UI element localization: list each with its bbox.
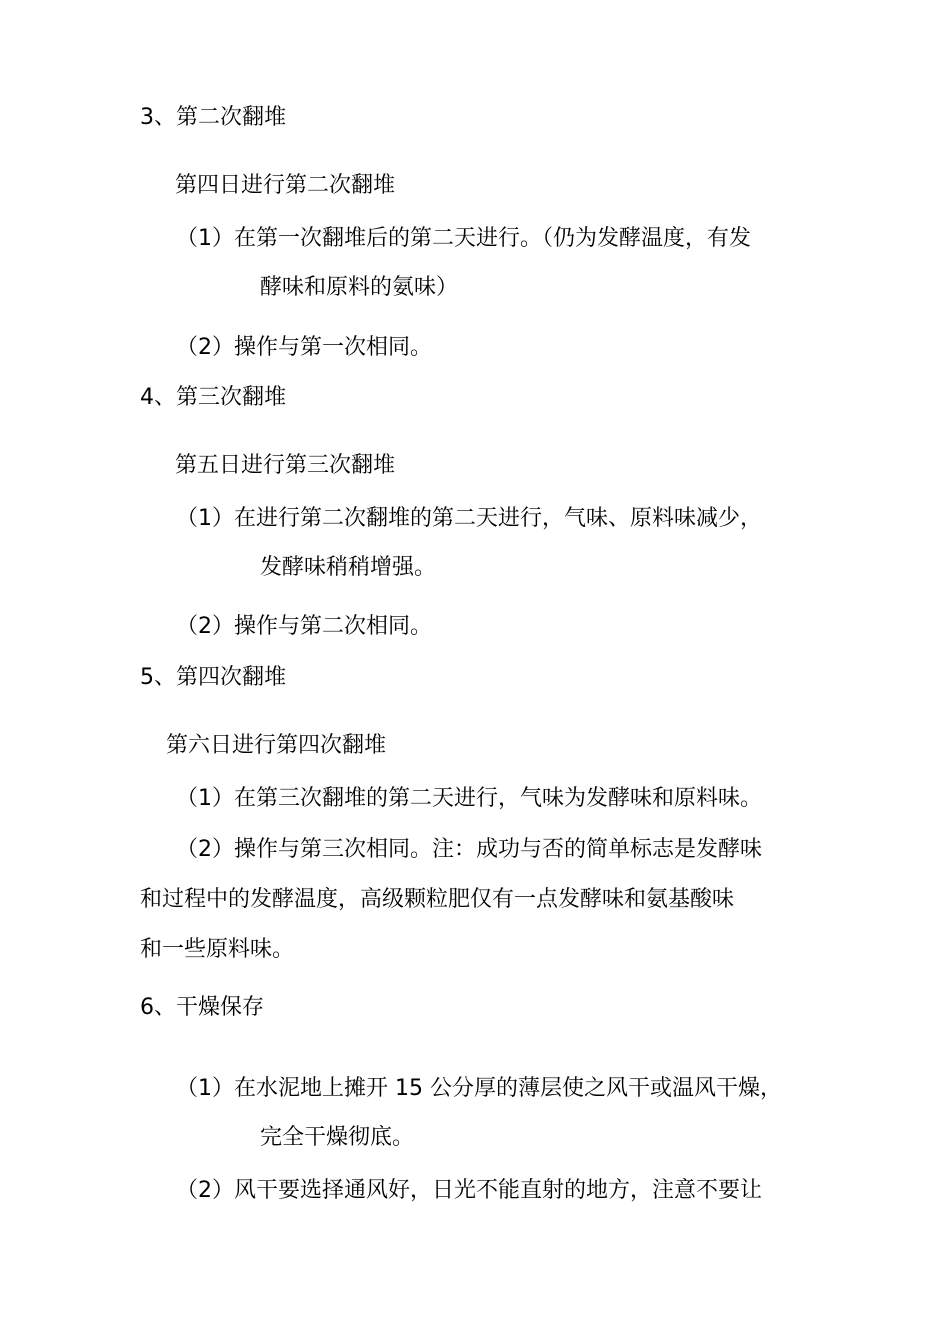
- section-heading-4: 4、第三次翻堆: [140, 385, 286, 410]
- item-4-1-line2: 发酵味稍稍增强。: [260, 555, 437, 580]
- item-3-2-line1: （2）操作与第一次相同。: [176, 335, 432, 360]
- item-4-2-line1: （2）操作与第二次相同。: [176, 614, 432, 639]
- section-heading-6: 6、干燥保存: [140, 995, 264, 1020]
- section-intro-5: 第六日进行第四次翻堆: [166, 733, 387, 758]
- item-5-2-line3: 和一些原料味。: [140, 937, 295, 962]
- item-3-1-line2: 酵味和原料的氨味）: [260, 275, 459, 300]
- item-3-1-line1: （1）在第一次翻堆后的第二天进行。（仍为发酵温度，有发: [176, 226, 751, 251]
- section-heading-5: 5、第四次翻堆: [140, 665, 286, 690]
- section-heading-3: 3、第二次翻堆: [140, 105, 286, 130]
- item-5-2-line2: 和过程中的发酵温度，高级颗粒肥仅有一点发酵味和氨基酸味: [140, 887, 735, 912]
- section-intro-4: 第五日进行第三次翻堆: [175, 453, 396, 478]
- item-6-1-line2: 完全干燥彻底。: [260, 1125, 415, 1150]
- section-intro-3: 第四日进行第二次翻堆: [175, 173, 396, 198]
- item-5-1-line1: （1）在第三次翻堆的第二天进行，气味为发酵味和原料味。: [176, 786, 762, 811]
- item-5-2-line1: （2）操作与第三次相同。注：成功与否的简单标志是发酵味: [176, 837, 762, 862]
- item-4-1-line1: （1）在进行第二次翻堆的第二天进行，气味、原料味减少，: [176, 506, 762, 531]
- item-6-2-line1: （2）风干要选择通风好，日光不能直射的地方，注意不要让: [176, 1178, 762, 1203]
- item-6-1-line1: （1）在水泥地上摊开 15 公分厚的薄层使之风干或温风干燥，: [176, 1076, 782, 1101]
